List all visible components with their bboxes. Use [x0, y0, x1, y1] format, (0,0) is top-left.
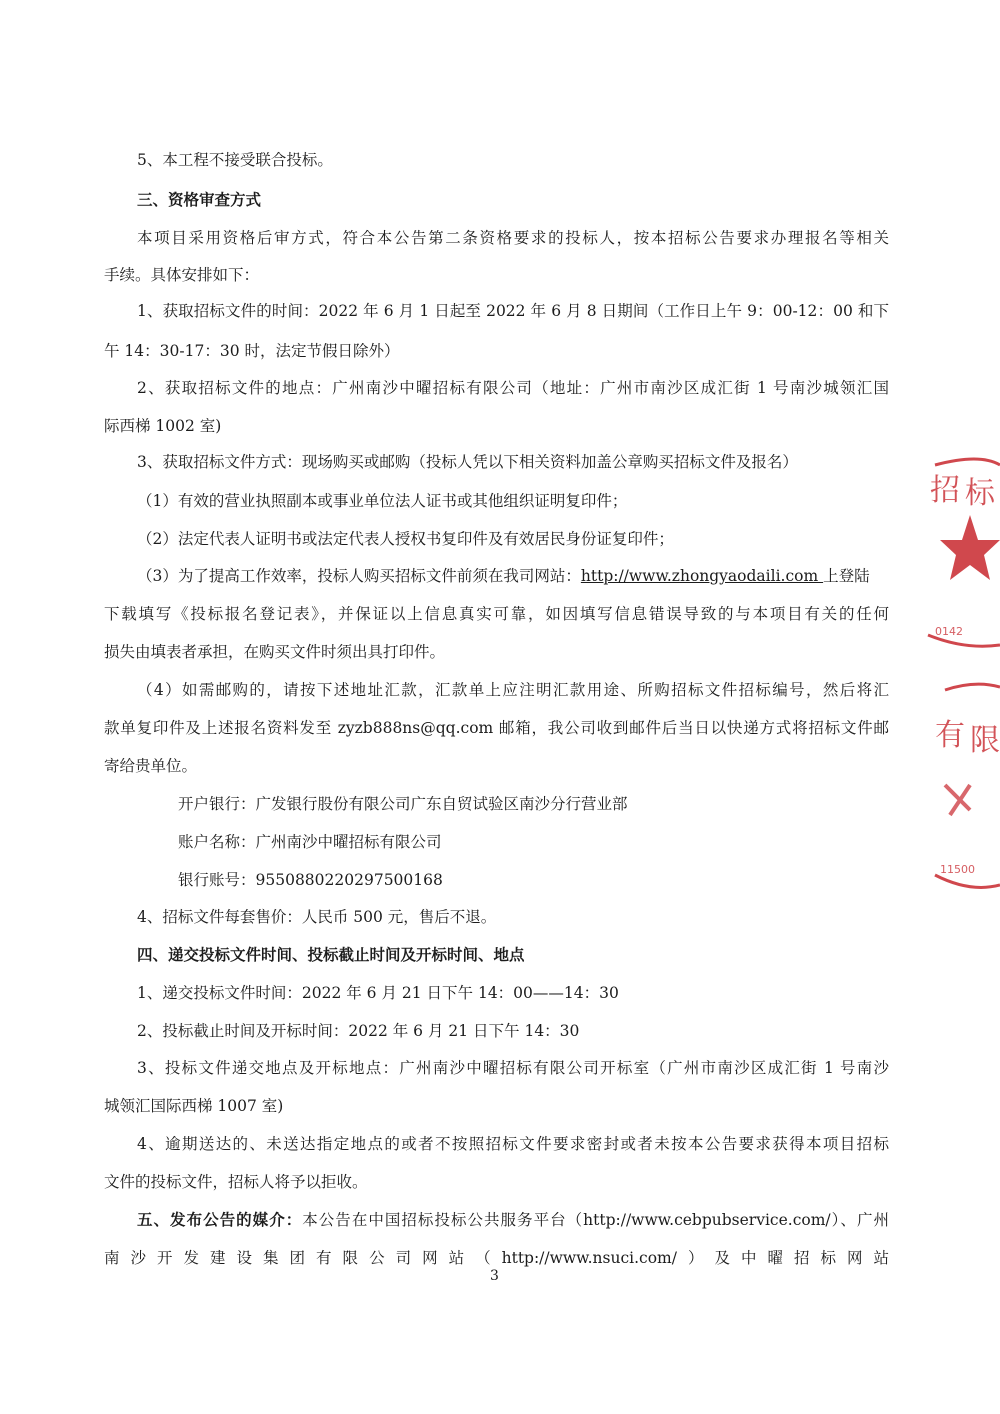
svg-text:限: 限	[970, 723, 1000, 758]
sub-item-1: （1）有效的营业执照副本或事业单位法人证书或其他组织证明复印件；	[137, 492, 628, 510]
section-heading-5-title: 五、发布公告的媒介：	[137, 1210, 303, 1229]
paragraph-line: 本项目采用资格后审方式，符合本公告第二条资格要求的投标人，按本招标公告要求办理报名等相关	[137, 229, 889, 247]
account-name: 账户名称：广州南沙中曜招标有限公司	[178, 833, 442, 851]
paragraph-line: 际西梯 1002 室)	[104, 417, 222, 435]
company-seal-image	[900, 455, 1000, 895]
paragraph-line: 南沙开发建设集团有限公司网站（http://www.nsuci.com/）及中曜招标网站	[104, 1249, 889, 1267]
sub-item-3-text-end: 上登陆	[823, 567, 870, 585]
svg-text:标: 标	[965, 476, 995, 511]
paragraph-line: 1、获取招标文件的时间：2022 年 6 月 1 日起至 2022 年 6 月 8 日期间（工作日上午 9：00-12：00 和下	[137, 302, 889, 320]
location-item: 3、投标文件递交地点及开标地点：广州南沙中曜招标有限公司开标室（广州市南沙区成汇街 1 号南沙	[137, 1059, 889, 1077]
paragraph-line: 午 14：30-17：30 时，法定节假日除外）	[104, 342, 400, 360]
section-heading-5	[137, 1210, 889, 1230]
svg-text:0142: 0142	[935, 625, 963, 638]
paragraph-line: 下载填写《投标报名登记表》，并保证以上信息真实可靠，如因填写信息错误导致的与本项目有关的任何	[104, 605, 889, 623]
submission-time: 1、递交投标文件时间：2022 年 6 月 21 日下午 14：00——14：30	[137, 984, 619, 1002]
item-no-joint-bid: 5、本工程不接受联合投标。	[137, 151, 333, 169]
paragraph-line: 手续。具体安排如下：	[104, 266, 260, 284]
price-item: 4、招标文件每套售价：人民币 500 元，售后不退。	[137, 908, 497, 926]
section-heading-5-text: 本公告在中国招标投标公共服务平台（http://www.cebpubservice.com/）、广州	[302, 1211, 889, 1229]
paragraph-line: 款单复印件及上述报名资料发至 zyzb888ns@qq.com 邮箱，我公司收到邮件后当日以快递方式将招标文件邮	[104, 719, 889, 737]
sub-item-3-text: （3）为了提高工作效率，投标人购买招标文件前须在我司网站：	[137, 567, 581, 585]
paragraph-line: 2、获取招标文件的地点：广州南沙中曜招标有限公司（地址：广州市南沙区成汇街 1 号南沙城领汇国	[137, 379, 889, 397]
bank-name: 开户银行：广发银行股份有限公司广东自贸试验区南沙分行营业部	[178, 795, 628, 813]
website-link[interactable]: http://www.zhongyaodaili.com	[580, 567, 824, 585]
sub-item-3	[137, 566, 870, 586]
section-heading-4: 四、递交投标文件时间、投标截止时间及开标时间、地点	[137, 945, 525, 964]
svg-text:11500: 11500	[940, 863, 975, 876]
late-submission-item: 4、逾期送达的、未送达指定地点的或者不按照招标文件要求密封或者未按本公告要求获得本项目招标	[137, 1135, 889, 1153]
paragraph-line: 城领汇国际西梯 1007 室)	[104, 1097, 284, 1115]
sub-item-2: （2）法定代表人证明书或法定代表人授权书复印件及有效居民身份证复印件；	[137, 530, 674, 548]
svg-text:有: 有	[935, 718, 965, 753]
paragraph-line: 寄给贵单位。	[104, 757, 198, 775]
account-number: 银行账号：9550880220297500168	[178, 871, 443, 889]
paragraph-line: 损失由填表者承担，在购买文件时须出具打印件。	[104, 643, 446, 661]
svg-text:招: 招	[930, 473, 960, 508]
paragraph-line: 文件的投标文件，招标人将予以拒收。	[104, 1173, 368, 1191]
paragraph-line: 3、获取招标文件方式：现场购买或邮购（投标人凭以下相关资料加盖公章购买招标文件及报名）	[137, 453, 798, 471]
section-heading-3: 三、资格审查方式	[137, 190, 262, 209]
sub-item-4: （4）如需邮购的，请按下述地址汇款，汇款单上应注明汇款用途、所购招标文件招标编号，然后将汇	[137, 681, 889, 699]
page-number: 3	[490, 1268, 499, 1284]
deadline-time: 2、投标截止时间及开标时间：2022 年 6 月 21 日下午 14：30	[137, 1022, 580, 1040]
